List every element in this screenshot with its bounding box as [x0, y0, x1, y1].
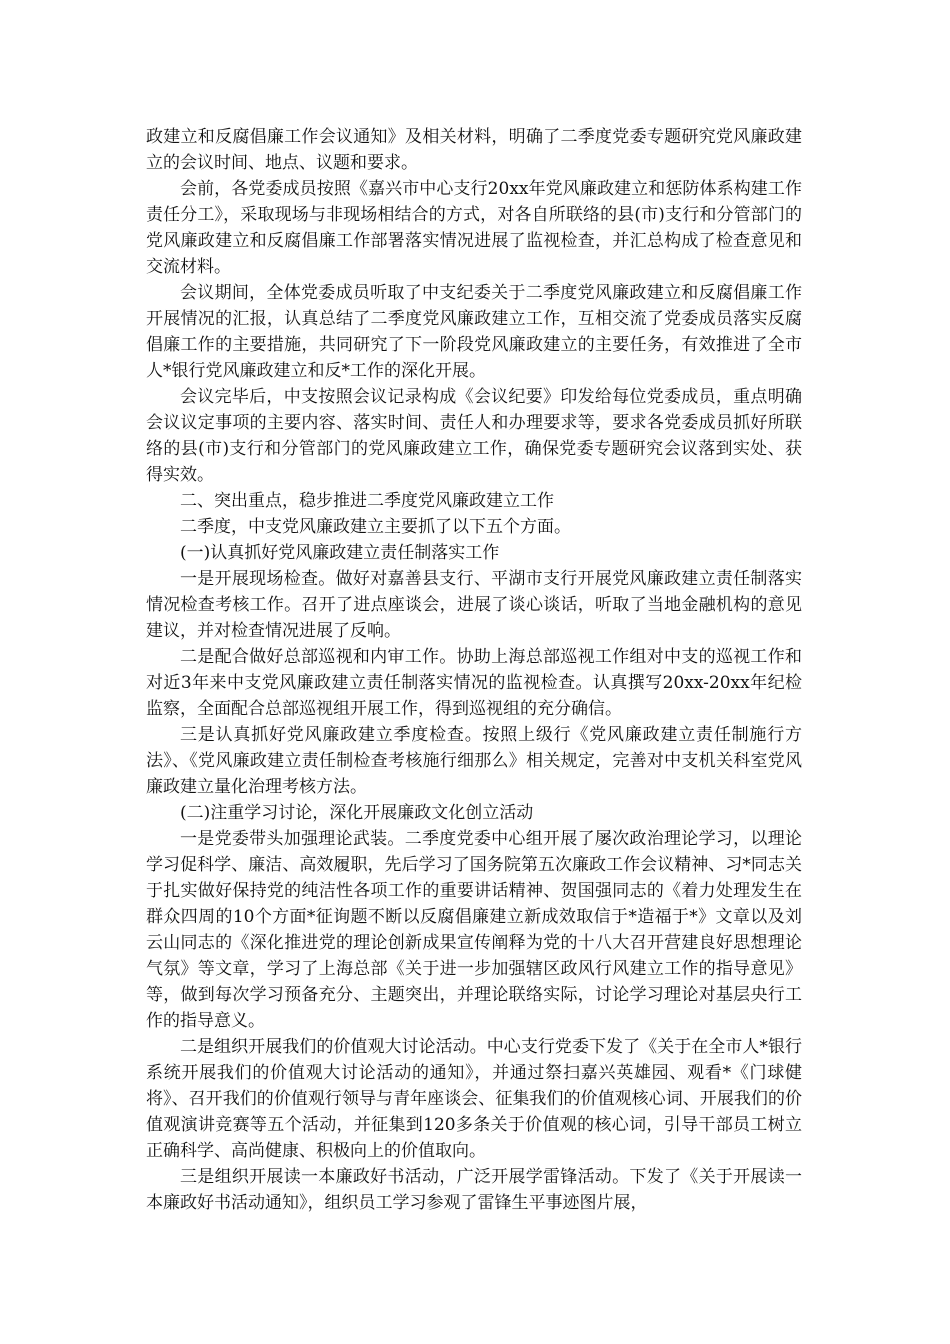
document-body: [146, 124, 802, 1216]
paragraph-during-meeting: 会议期间，全体党委成员听取了中支纪委关于二季度党风廉政建立和反腐倡廉工作开展情况的汇报，认真总结了二季度党风廉政建立工作，互相交流了党委成员落实反腐倡廉工作的主要措施，共同研究了下一阶段党风廉政建立的主要任务，有效推进了全市人*银行党风廉政建立和反*工作的深化开展。: [146, 283, 802, 381]
paragraph-item-2-2: 二是组织开展我们的价值观大讨论活动。中心支行党委下发了《关于在全市人*银行系统开展我们的价值观大讨论活动的通知》，并通过祭扫嘉兴英雄园、观看*《门球健将》、召开我们的价值观行领导与青年座谈会、征集我们的价值观核心词、开展我们的价值观演讲竞赛等五个活动，并征集到120多条关于价值观的核心词，引导干部员工树立正确科学、高尚健康、积极向上的价值取向。: [146, 1037, 802, 1161]
paragraph-continuation: 政建立和反腐倡廉工作会议通知》及相关材料，明确了二季度党委专题研究党风廉政建立的会议时间、地点、议题和要求。: [146, 127, 802, 173]
paragraph-overview: 二季度，中支党风廉政建立主要抓了以下五个方面。: [180, 517, 571, 537]
paragraph-item-2-1: 一是党委带头加强理论武装。二季度党委中心组开展了屡次政治理论学习，以理论学习促科学、廉洁、高效履职，先后学习了国务院第五次廉政工作会议精神、习*同志关于扎实做好保持党的纯洁性各项工作的重要讲话精神、贺国强同志的《着力处理发生在群众四周的10个方面*征询题不断以反腐倡廉建立新成效取信于*造福于*》文章以及刘云山同志的《深化推进党的理论创新成果宣传阐释为党的十八大召开营建良好思想理论气氛》等文章，学习了上海总部《关于进一步加强辖区政风行风建立工作的指导意见》等，做到每次学习预备充分、主题突出，并理论联络实际，讨论学习理论对基层央行工作的指导意义。: [146, 829, 802, 1031]
subsection-heading-2: (二)注重学习讨论，深化开展廉政文化创立活动: [180, 803, 534, 823]
paragraph-item-1-1: 一是开展现场检查。做好对嘉善县支行、平湖市支行开展党风廉政建立责任制落实情况检查考核工作。召开了进点座谈会，进展了谈心谈话，听取了当地金融机构的意见建议，并对检查情况进展了反响。: [146, 569, 802, 641]
paragraph-item-1-2: 二是配合做好总部巡视和内审工作。协助上海总部巡视工作组对中支的巡视工作和对近3年来中支党风廉政建立责任制落实情况的监视检查。认真撰写20xx-20xx年纪检监察，全面配合总部巡视组开展工作，得到巡视组的充分确信。: [146, 647, 802, 719]
paragraph-item-2-3: 三是组织开展读一本廉政好书活动，广泛开展学雷锋活动。下发了《关于开展读一本廉政好书活动通知》，组织员工学习参观了雷锋生平事迹图片展，: [146, 1167, 802, 1213]
paragraph-pre-meeting: 会前，各党委成员按照《嘉兴市中心支行20xx年党风廉政建立和惩防体系构建工作责任分工》，采取现场与非现场相结合的方式，对各自所联络的县(市)支行和分管部门的党风廉政建立和反腐倡廉工作部署落实情况进展了监视检查，并汇总构成了检查意见和交流材料。: [146, 179, 802, 277]
paragraph-item-1-3: 三是认真抓好党风廉政建立季度检查。按照上级行《党风廉政建立责任制施行方法》、《党风廉政建立责任制检查考核施行细那么》相关规定，完善对中支机关科室党风廉政建立量化治理考核方法。: [146, 725, 802, 797]
section-heading-2: 二、突出重点，稳步推进二季度党风廉政建立工作: [180, 491, 554, 511]
paragraph-after-meeting: 会议完毕后，中支按照会议记录构成《会议纪要》印发给每位党委成员，重点明确会议议定事项的主要内容、落实时间、责任人和办理要求等，要求各党委成员抓好所联络的县(市)支行和分管部门的党风廉政建立工作，确保党委专题研究会议落到实处、获得实效。: [146, 387, 802, 485]
subsection-heading-1: (一)认真抓好党风廉政建立责任制落实工作: [180, 543, 500, 563]
